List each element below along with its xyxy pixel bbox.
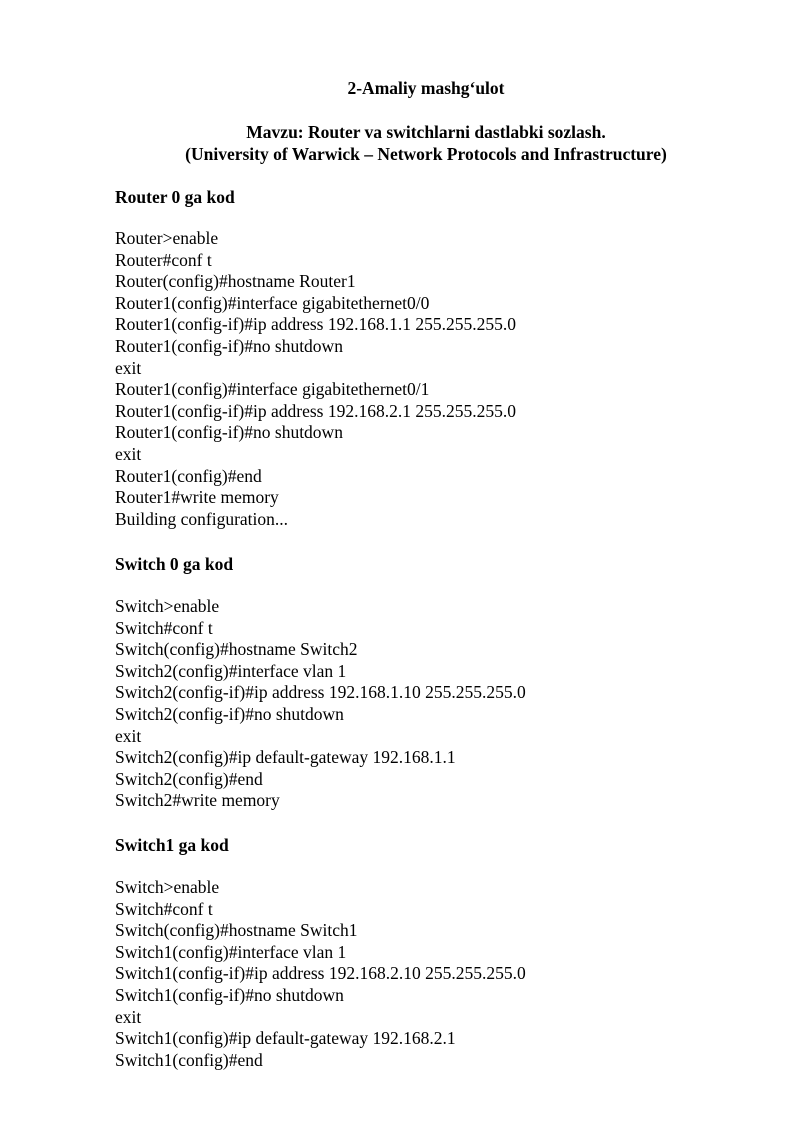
document-subject: Mavzu: Router va switchlarni dastlabki sozlash. [246, 122, 606, 142]
code-line: Switch1(config)#end [115, 1049, 263, 1070]
code-line: Switch1(config-if)#ip address 192.168.2.10 255.255.255.0 [115, 963, 526, 984]
code-line: Router1(config)#interface gigabitethernet0/0 [115, 292, 430, 313]
code-block-router0 [115, 228, 516, 530]
code-line: exit [115, 725, 142, 746]
code-line: Switch>enable [115, 596, 220, 616]
code-line: Switch2(config-if)#no shutdown [115, 703, 344, 724]
code-line: Router1(config-if)#ip address 192.168.1.1 255.255.255.0 [115, 314, 516, 335]
section-heading-switch0: Switch 0 ga kod [115, 554, 234, 574]
code-line: exit [115, 357, 142, 378]
code-line: Switch(config)#hostname Switch2 [115, 639, 358, 660]
code-line: Switch1(config-if)#no shutdown [115, 984, 344, 1005]
code-line: Building configuration... [115, 508, 289, 529]
code-line: Switch2(config-if)#ip address 192.168.1.10 255.255.255.0 [115, 682, 526, 703]
code-line: Switch2(config)#interface vlan 1 [115, 660, 347, 681]
code-line: Router1#write memory [115, 487, 279, 508]
code-line: Switch1(config)#ip default-gateway 192.168.2.1 [115, 1028, 456, 1049]
code-line: Switch#conf t [115, 898, 213, 919]
code-line: Router1(config-if)#no shutdown [115, 335, 343, 356]
code-line: Switch2(config)#end [115, 768, 263, 789]
code-line: Switch#conf t [115, 617, 213, 638]
code-line: Switch2(config)#ip default-gateway 192.168.1.1 [115, 747, 456, 768]
section-heading-switch1: Switch1 ga kod [115, 835, 229, 855]
code-line: Switch>enable [115, 877, 220, 897]
code-line: Router1(config-if)#ip address 192.168.2.1 255.255.255.0 [115, 400, 516, 421]
document-title: 2-Amaliy mashg‘ulot [347, 78, 505, 98]
code-line: Router#conf t [115, 249, 212, 270]
code-block-switch0 [115, 596, 526, 812]
code-line: Switch2#write memory [115, 790, 280, 811]
code-line: Router1(config)#interface gigabitethernet0/1 [115, 379, 430, 400]
code-line: Router(config)#hostname Router1 [115, 271, 356, 292]
code-line: exit [115, 1006, 142, 1027]
code-line: Router>enable [115, 228, 219, 248]
code-line: Router1(config-if)#no shutdown [115, 422, 343, 443]
code-line: Router1(config)#end [115, 465, 262, 486]
section-heading-router0: Router 0 ga kod [115, 187, 235, 207]
code-line: Switch1(config)#interface vlan 1 [115, 941, 347, 962]
document-source: (University of Warwick – Network Protocols and Infrastructure) [185, 144, 667, 164]
code-line: exit [115, 443, 142, 464]
code-block-switch1 [115, 877, 526, 1071]
code-line: Switch(config)#hostname Switch1 [115, 920, 358, 941]
